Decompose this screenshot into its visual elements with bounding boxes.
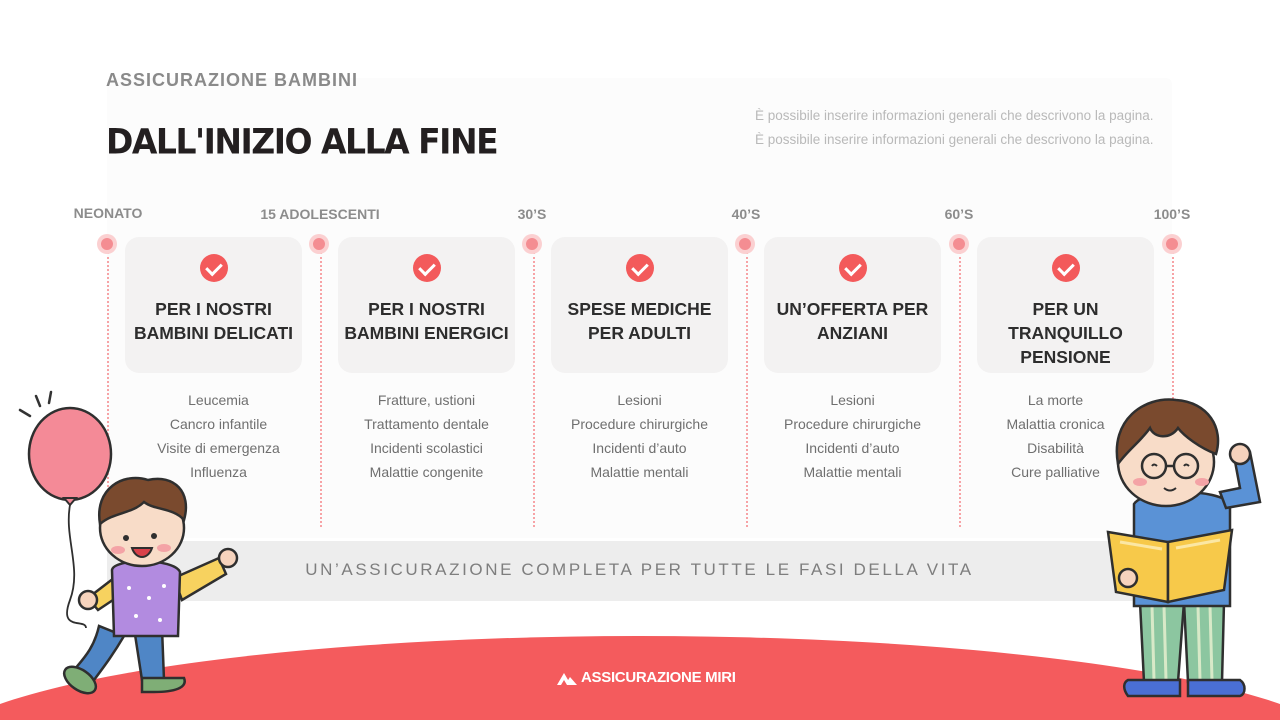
- footer-brand: [556, 669, 736, 686]
- list-item: Influenza: [190, 464, 247, 480]
- tick-label-100s: 100’S: [1153, 206, 1191, 222]
- stage-title: UN’OFFERTA PER ANZIANI: [776, 299, 929, 343]
- stage-items-3: [551, 388, 728, 484]
- list-item: Fratture, ustioni: [377, 392, 476, 408]
- description-line-2: È possibile inserire informazioni generali che descrivono la pagina.: [755, 132, 1154, 147]
- stage-title: PER UN TRANQUILLO PENSIONE: [1008, 299, 1123, 367]
- list-item: Malattia cronica: [1006, 416, 1105, 432]
- summary-banner: [107, 541, 1172, 601]
- list-item: Incidenti d’auto: [805, 440, 900, 456]
- list-item: Procedure chirurgiche: [571, 416, 708, 432]
- mountain-logo-icon: [556, 670, 578, 686]
- list-item: Incidenti scolastici: [370, 440, 483, 456]
- check-circle-icon: [1052, 254, 1080, 282]
- list-item: Malattie mentali: [803, 464, 902, 480]
- timeline-dot: [735, 234, 755, 254]
- list-item: Lesioni: [617, 392, 662, 408]
- timeline-divider: [959, 252, 961, 527]
- brand-name: ASSICURAZIONE MIRI: [581, 669, 736, 686]
- list-item: La morte: [1027, 392, 1084, 408]
- description-line-1: È possibile inserire informazioni generali che descrivono la pagina.: [755, 108, 1154, 123]
- timeline-dot: [949, 234, 969, 254]
- tick-label-60s: 60’S: [944, 206, 974, 222]
- tick-label-neonato: NEONATO: [73, 205, 143, 221]
- check-circle-icon: [413, 254, 441, 282]
- section-kicker: ASSICURAZIONE BAMBINI: [106, 70, 359, 90]
- stage-items-2: [338, 388, 515, 484]
- timeline-divider: [746, 252, 748, 527]
- timeline-dot: [522, 234, 542, 254]
- stage-title: SPESE MEDICHE PER ADULTI: [567, 299, 712, 343]
- balloon-boy-illustration: [14, 388, 246, 708]
- check-circle-icon: [200, 254, 228, 282]
- list-item: Leucemia: [188, 392, 249, 408]
- page-title: DALL'INIZIO ALLA FINE: [106, 121, 498, 162]
- stage-title: PER I NOSTRI BAMBINI DELICATI: [133, 299, 294, 343]
- stage-card-1: [125, 237, 302, 373]
- list-item: Cancro infantile: [169, 416, 268, 432]
- timeline-divider: [533, 252, 535, 527]
- stage-card-4: [764, 237, 941, 373]
- list-item: Incidenti d’auto: [592, 440, 687, 456]
- check-circle-icon: [839, 254, 867, 282]
- tick-label-15: 15 ADOLESCENTI: [260, 206, 380, 222]
- stage-card-5: [977, 237, 1154, 373]
- list-item: Trattamento dentale: [364, 416, 489, 432]
- tick-label-30s: 30’S: [517, 206, 547, 222]
- stage-title: PER I NOSTRI BAMBINI ENERGICI: [344, 299, 509, 343]
- timeline-dot: [1162, 234, 1182, 254]
- summary-banner-text: UN’ASSICURAZIONE COMPLETA PER TUTTE LE FASI DELLA VITA: [305, 560, 974, 579]
- reading-boy-illustration: [1100, 392, 1270, 704]
- list-item: Cure palliative: [1011, 464, 1100, 480]
- timeline-dot: [309, 234, 329, 254]
- stage-card-2: [338, 237, 515, 373]
- list-item: Malattie congenite: [369, 464, 484, 480]
- stage-items-4: [764, 388, 941, 484]
- list-item: Malattie mentali: [590, 464, 689, 480]
- list-item: Visite di emergenza: [157, 440, 280, 456]
- list-item: Lesioni: [830, 392, 875, 408]
- list-item: Disabilità: [1027, 440, 1084, 456]
- stage-card-3: [551, 237, 728, 373]
- timeline-dot: [97, 234, 117, 254]
- timeline-divider: [320, 252, 322, 527]
- tick-label-40s: 40’S: [731, 206, 761, 222]
- list-item: Procedure chirurgiche: [784, 416, 921, 432]
- check-circle-icon: [626, 254, 654, 282]
